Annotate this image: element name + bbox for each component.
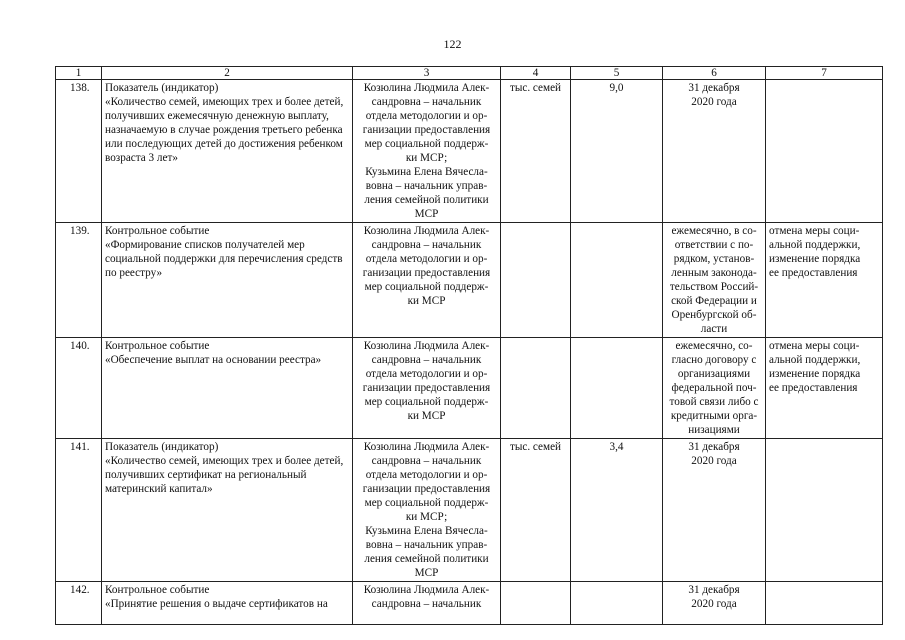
row-responsible: Козюлина Людмила Алек- сандровна – начальник отдела методологии и ор- ганизации предоставления мер социальной поддерж- ки МСР; Кузьмина Елена Вячесла- вовна – начальник управ- ления семейной политики МСР	[353, 439, 501, 582]
row-note	[766, 80, 883, 223]
row-responsible: Козюлина Людмила Алек- сандровна – начальник отдела методологии и ор- ганизации предоставления мер социальной поддерж- ки МСР	[353, 338, 501, 439]
row-description: Контрольное событие «Принятие решения о выдаче сертификатов на	[102, 582, 353, 625]
table-row	[56, 439, 883, 582]
row-responsible: Козюлина Людмила Алек- сандровна – начальник	[353, 582, 501, 625]
row-deadline: 31 декабря 2020 года	[663, 439, 766, 582]
row-unit: тыс. семей	[501, 439, 571, 582]
row-deadline: ежемесячно, со- гласно договору с организациями федеральной поч- товой связи либо с кредитными орга- низациями	[663, 338, 766, 439]
row-number: 138.	[56, 80, 102, 223]
page-number: 122	[443, 37, 462, 51]
row-responsible: Козюлина Людмила Алек- сандровна – начальник отдела методологии и ор- ганизации предоставления мер социальной поддерж- ки МСР; Кузьмина Елена Вячесла- вовна – начальник управ- ления семейной политики МСР	[353, 80, 501, 223]
plan-table	[55, 66, 883, 625]
column-header: 2	[102, 67, 353, 80]
row-deadline: ежемесячно, в со- ответствии с по- рядком, установ- ленным законода- тельством Россий- ской Федерации и Оренбургской об- ласти	[663, 223, 766, 338]
row-value	[571, 582, 663, 625]
row-unit: тыс. семей	[501, 80, 571, 223]
row-unit	[501, 582, 571, 625]
row-responsible: Козюлина Людмила Алек- сандровна – начальник отдела методологии и ор- ганизации предоставления мер социальной поддерж- ки МСР	[353, 223, 501, 338]
table-row	[56, 338, 883, 439]
row-number: 142.	[56, 582, 102, 625]
row-number: 141.	[56, 439, 102, 582]
table-row	[56, 582, 883, 625]
row-unit	[501, 338, 571, 439]
table-header-row	[56, 67, 883, 80]
row-description: Контрольное событие «Формирование списков получателей мер социальной поддержки для перечисления средств по реестру»	[102, 223, 353, 338]
column-header: 4	[501, 67, 571, 80]
row-value	[571, 338, 663, 439]
column-header: 6	[663, 67, 766, 80]
row-value	[571, 223, 663, 338]
row-description: Контрольное событие «Обеспечение выплат на основании реестра»	[102, 338, 353, 439]
row-note	[766, 439, 883, 582]
row-value: 3,4	[571, 439, 663, 582]
row-deadline: 31 декабря 2020 года	[663, 582, 766, 625]
row-description: Показатель (индикатор) «Количество семей, имеющих трех и более детей, получивших ежемесячную денежную выплату, назначаемую в случае рождения третьего ребенка или последующих детей до достижения ребенком возраста 3 лет»	[102, 80, 353, 223]
row-note	[766, 582, 883, 625]
row-note: отмена меры соци- альной поддержки, изменение порядка ее предоставления	[766, 223, 883, 338]
table-row	[56, 223, 883, 338]
row-description: Показатель (индикатор) «Количество семей, имеющих трех и более детей, получивших сертификат на региональный материнский капитал»	[102, 439, 353, 582]
row-note: отмена меры соци- альной поддержки, изменение порядка ее предоставления	[766, 338, 883, 439]
column-header: 1	[56, 67, 102, 80]
row-number: 140.	[56, 338, 102, 439]
table-row	[56, 80, 883, 223]
row-value: 9,0	[571, 80, 663, 223]
row-unit	[501, 223, 571, 338]
row-number: 139.	[56, 223, 102, 338]
row-deadline: 31 декабря 2020 года	[663, 80, 766, 223]
column-header: 3	[353, 67, 501, 80]
column-header: 5	[571, 67, 663, 80]
column-header: 7	[766, 67, 883, 80]
